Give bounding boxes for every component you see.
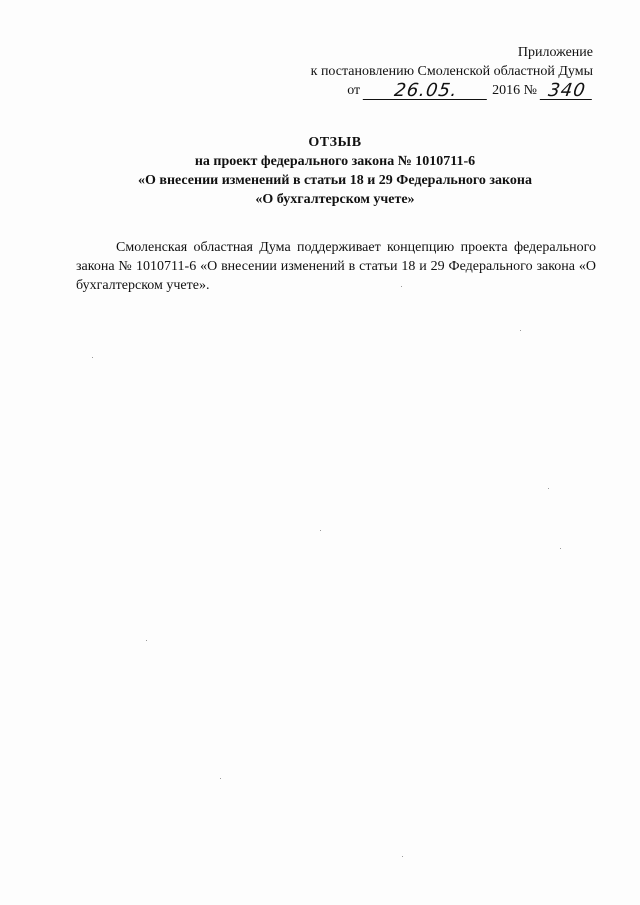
scan-speck [402, 856, 403, 857]
body-paragraph: Смоленская областная Дума поддерживает концепцию проекта федерального закона № 1010711-6 «О внесении изменений в статьи 18 и 29 Федерального закона «О бухгалтерском учете». [76, 240, 596, 293]
scan-speck [92, 357, 93, 358]
appendix-date-line [233, 81, 593, 100]
title-line-2: на проект федерального закона № 1010711-6 [194, 154, 476, 169]
title-line-4: «О бухгалтерском учете» [255, 192, 415, 207]
scan-speck [220, 778, 221, 779]
from-label: от [347, 83, 361, 98]
scan-speck [560, 548, 561, 549]
year-number-label: 2016 № [492, 83, 537, 98]
title-line-3: «О внесении изменений в статьи 18 и 29 Федерального закона [138, 173, 532, 188]
document-title [60, 133, 610, 209]
scan-speck [548, 488, 549, 489]
scan-speck [520, 330, 521, 331]
scan-speck [320, 530, 321, 531]
handwritten-date: 26.05. [363, 82, 490, 100]
appendix-resolution-line: к постановлению Смоленской областной Думы [310, 64, 593, 79]
scan-speck [146, 640, 147, 641]
appendix-header [233, 43, 593, 100]
handwritten-number: 340 [540, 82, 595, 100]
appendix-label: Приложение [517, 45, 593, 60]
title-main: ОТЗЫВ [308, 135, 362, 150]
scan-speck [401, 286, 402, 287]
